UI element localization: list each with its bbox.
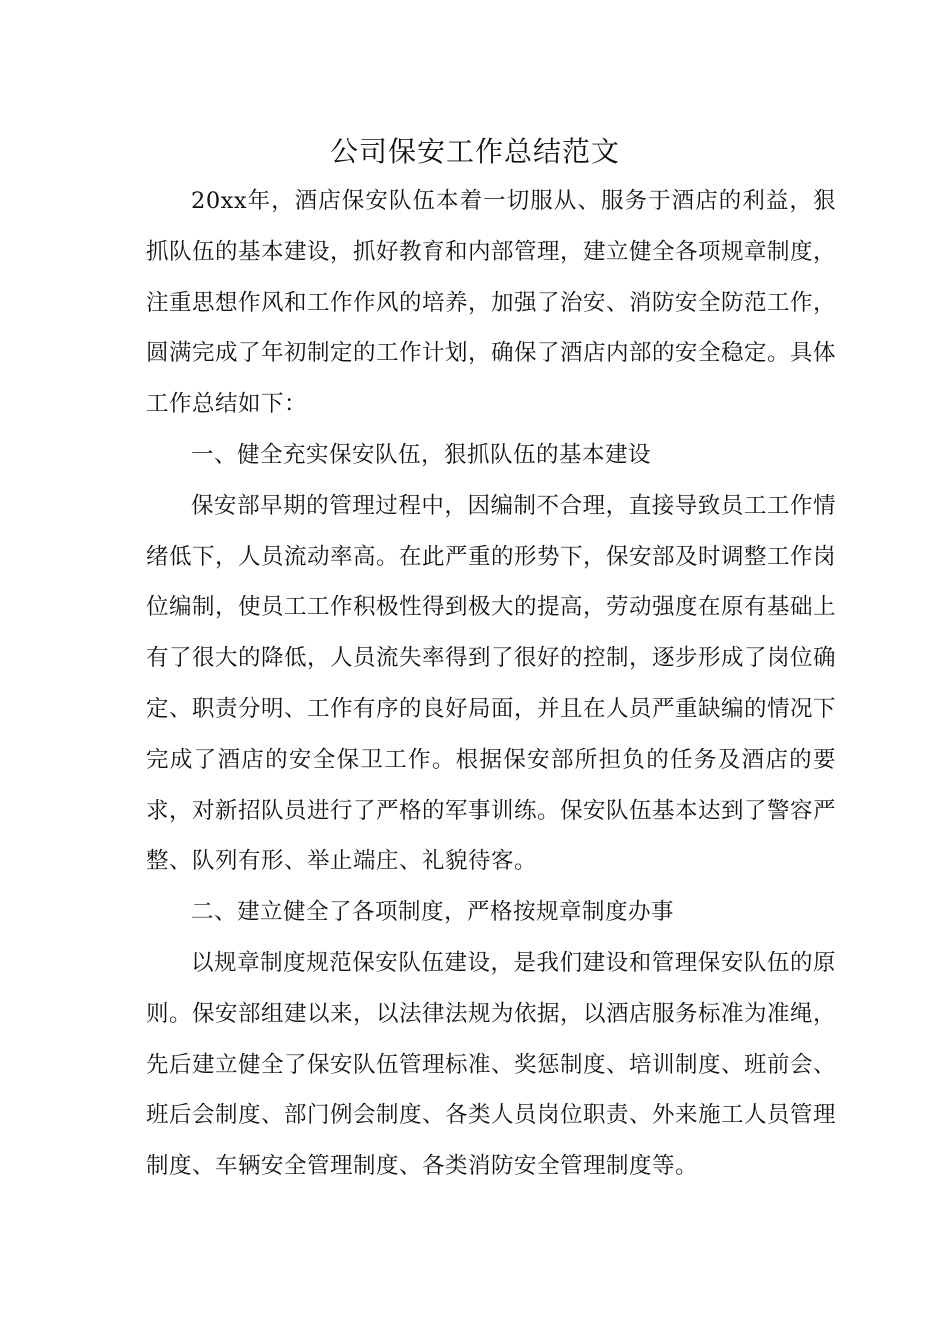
section-heading-1: 一、健全充实保安队伍，狠抓队伍的基本建设 bbox=[191, 441, 652, 468]
document-body bbox=[146, 176, 836, 1192]
paragraph-section-2: 以规章制度规范保安队伍建设，是我们建设和管理保安队伍的原则。保安部组建以来，以法律法规为依据，以酒店服务标准为准绳，先后建立健全了保安队伍管理标准、奖惩制度、培训制度、班前会、班后会制度、部门例会制度、各类人员岗位职责、外来施工人员管理制度、车辆安全管理制度、各类消防安全管理制度等。 bbox=[146, 949, 837, 1180]
paragraph-intro: 20xx年，酒店保安队伍本着一切服从、服务于酒店的利益，狠抓队伍的基本建设，抓好教育和内部管理，建立健全各项规章制度，注重思想作风和工作作风的培养，加强了治安、消防安全防范工作，圆满完成了年初制定的工作计划，确保了酒店内部的安全稳定。具体工作总结如下： bbox=[146, 188, 837, 418]
paragraph-section-1: 保安部早期的管理过程中，因编制不合理，直接导致员工工作情绪低下，人员流动率高。在此严重的形势下，保安部及时调整工作岗位编制，使员工工作积极性得到极大的提高，劳动强度在原有基础上有了很大的降低，人员流失率得到了很好的控制，逐步形成了岗位确定、职责分明、工作有序的良好局面，并且在人员严重缺编的情况下完成了酒店的安全保卫工作。根据保安部所担负的任务及酒店的要求，对新招队员进行了严格的军事训练。保安队伍基本达到了警容严整、队列有形、举止端庄、礼貌待客。 bbox=[146, 492, 837, 875]
document-title: 公司保安工作总结范文 bbox=[329, 135, 620, 168]
section-heading-2: 二、建立健全了各项制度，严格按规章制度办事 bbox=[191, 899, 675, 926]
